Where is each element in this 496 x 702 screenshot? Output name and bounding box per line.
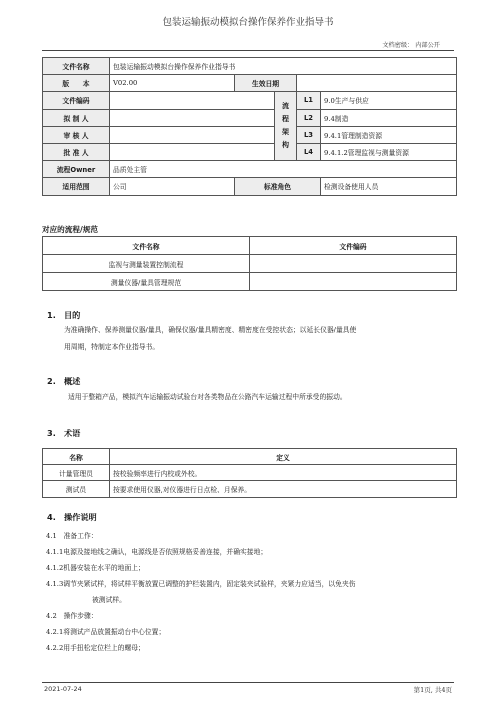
term-name-1: 计量管理员 [43,465,110,481]
architecture-label [275,92,297,161]
version-value: V02.00 [110,75,235,92]
header-rule [42,50,454,51]
version-label: 版 本 [43,75,110,92]
scope-label: 适用范围 [43,178,110,195]
purpose-text-1: 为准确操作、保养测量仪器/量具，确保仪器/量具精密度、精密度在受控状态；以延长仪器/量具使 [64,326,357,334]
arch-level-2: L2 [297,109,321,126]
related-heading: 对应的流程/规范 [42,225,98,234]
related-col-name: 文件名称 [43,237,250,255]
approver-value [110,143,275,160]
classification-label: 文档密级： [382,42,414,49]
ops-line-4: 4.1.3调节夹紧试样，将试样平衡放置已调整的护栏装置内，固定装夹试验样，夹紧力应适当，以免夹伤 [46,580,356,588]
related-processes-table [42,236,457,291]
related-name-2: 测量仪器/量具管理规范 [43,273,250,291]
doc-code-value [110,92,275,109]
term-def-1: 按校验频率进行内校或外校。 [110,465,457,481]
approver-label: 批 准 人 [43,143,110,160]
ops-line-1: 4.1 准备工作： [46,532,98,540]
drafter-value [110,109,275,126]
section-ops-title: 4. 操作说明 [47,512,97,522]
arch-value-3: 9.4.1管理制造资源 [321,126,457,143]
terms-col-def: 定义 [110,449,457,465]
process-owner-label: 流程Owner [43,161,110,178]
terms-table [42,448,457,498]
effective-date-value [297,75,457,92]
related-col-code: 文件编码 [250,237,457,255]
document-info-table [42,57,457,196]
arch-value-2: 9.4制造 [321,109,457,126]
overview-text: 适用于整箱产品，模拟汽车运输振动试验台对各类物品在公路汽车运输过程中所承受的振动。 [68,393,347,401]
ops-line-2: 4.1.1电源及接地线之确认，电源线是否依照规格妥善连接，并确实接地； [46,548,268,556]
process-owner-value: 品质处主管 [110,161,457,178]
arch-level-4: L4 [297,143,321,160]
doc-code-label: 文件编码 [43,92,110,109]
reviewer-value [110,126,275,143]
arch-level-1: L1 [297,92,321,109]
arch-level-3: L3 [297,126,321,143]
terms-col-name: 名称 [43,449,110,465]
classification-value: 内部公开 [415,42,440,49]
arch-value-4: 9.4.1.2管理监视与测量资源 [321,143,457,160]
arch-value-1: 9.0生产与供应 [321,92,457,109]
ops-line-8: 4.2.2用手扭松定位栏上的螺母； [46,644,145,652]
reviewer-label: 审 核 人 [43,126,110,143]
scope-value: 公司 [110,178,235,195]
related-code-1 [250,255,457,273]
related-code-2 [250,273,457,291]
role-value: 检测设备使用人员 [321,178,457,195]
table-row [43,481,457,497]
ops-line-6: 4.2 操作步骤： [46,612,98,620]
section-terms-title: 3. 术语 [47,428,81,438]
running-header-title: 包装运输振动模拟台操作保养作业指导书 [162,17,334,28]
section-purpose-title: 1. 目的 [47,310,81,320]
role-label: 标准角色 [235,178,321,195]
ops-line-3: 4.1.2机器安装在水平的地面上； [46,564,145,572]
ops-line-5: 被测试样。 [92,596,126,604]
footer-rule [42,682,454,683]
table-row [43,273,457,291]
doc-name-value: 包装运输振动模拟台操作保养作业指导书 [110,58,457,75]
ops-line-7: 4.2.1将测试产品放置振动台中心位置； [46,628,166,636]
term-name-2: 测试员 [43,481,110,497]
doc-name-label: 文件名称 [43,58,110,75]
table-row [43,465,457,481]
classification-line [382,40,440,49]
purpose-text-2: 用周期，特制定本作业指导书。 [64,343,160,351]
footer-page-number: 第1页, 共4页 [413,686,452,694]
term-def-2: 按要求使用仪器,对仪器进行日点检、月保养。 [110,481,457,497]
section-overview-title: 2. 概述 [47,376,81,386]
related-name-1: 监视与测量装置控制流程 [43,255,250,273]
table-row [43,255,457,273]
drafter-label: 拟 制 人 [43,109,110,126]
footer-date: 2021-07-24 [44,685,82,693]
architecture-label-text: 流程架构 [282,102,289,150]
effective-date-label: 生效日期 [235,75,297,92]
